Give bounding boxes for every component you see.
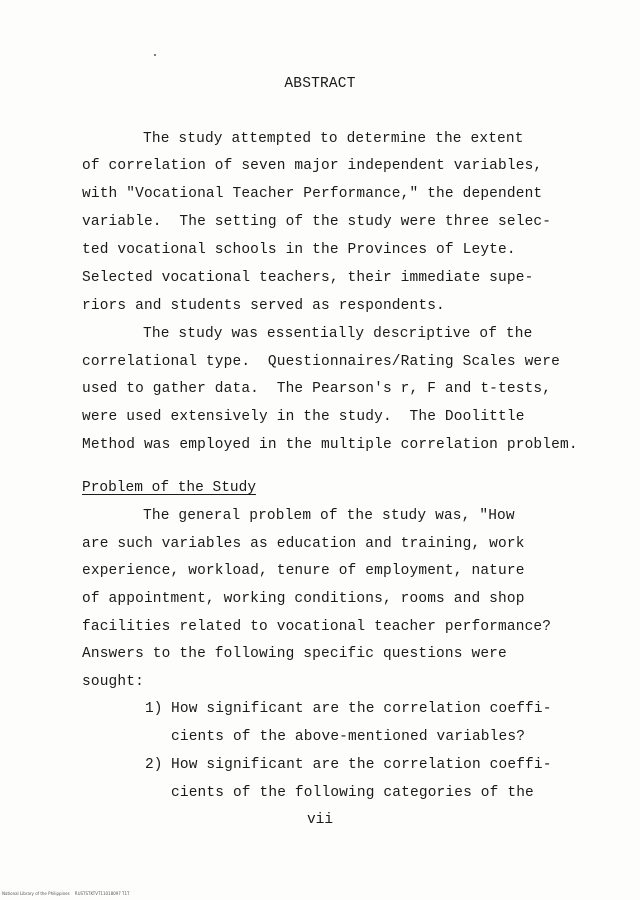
section-paragraph-line-4: of appointment, working conditions, rooms and shop [82, 591, 525, 607]
section-paragraph-line-3: experience, workload, tenure of employment, nature [82, 563, 525, 579]
abstract-title: ABSTRACT [284, 76, 356, 92]
page-number: vii [306, 812, 334, 828]
section-paragraph-line-1: The general problem of the study was, "How [143, 508, 515, 524]
paragraph-1-line-2: of correlation of seven major independent variables, [82, 158, 543, 174]
paragraph-1-line-6: Selected vocational teachers, their immediate supe- [82, 270, 534, 286]
paragraph-2-line-3: used to gather data. The Pearson's r, F and t-tests, [82, 381, 552, 397]
paragraph-1-line-4: variable. The setting of the study were three selec- [82, 214, 552, 230]
scan-footer: National Library of the Philippines RUSTSTKTVT11018097 T1T [2, 891, 130, 896]
paragraph-1-line-1: The study attempted to determine the extent [143, 131, 524, 147]
paragraph-2-line-4: were used extensively in the study. The Doolittle [82, 409, 525, 425]
question-1-number: 1) [145, 701, 163, 717]
section-paragraph-line-5: facilities related to vocational teacher performance? [82, 619, 552, 635]
paragraph-1-line-3: with "Vocational Teacher Performance," the dependent [82, 186, 543, 202]
question-1-line-2: cients of the above-mentioned variables? [171, 729, 526, 745]
paragraph-2-line-2: correlational type. Questionnaires/Rating Scales were [82, 354, 560, 370]
section-paragraph-line-7: sought: [82, 674, 144, 690]
section-paragraph-line-2: are such variables as education and training, work [82, 536, 525, 552]
paragraph-2-line-5: Method was employed in the multiple correlation problem. [82, 437, 578, 453]
paragraph-1-line-7: riors and students served as respondents. [82, 298, 445, 314]
section-paragraph-line-6: Answers to the following specific questions were [82, 646, 507, 662]
question-1-line-1: How significant are the correlation coeffi- [171, 701, 552, 717]
paragraph-2-line-1: The study was essentially descriptive of the [143, 326, 533, 342]
scan-speck [154, 54, 156, 56]
question-2-number: 2) [145, 757, 163, 773]
paragraph-1-line-5: ted vocational schools in the Provinces of Leyte. [82, 242, 516, 258]
question-2-line-2: cients of the following categories of the [171, 785, 534, 801]
question-2-line-1: How significant are the correlation coeffi- [171, 757, 552, 773]
section-heading: Problem of the Study [82, 480, 257, 496]
